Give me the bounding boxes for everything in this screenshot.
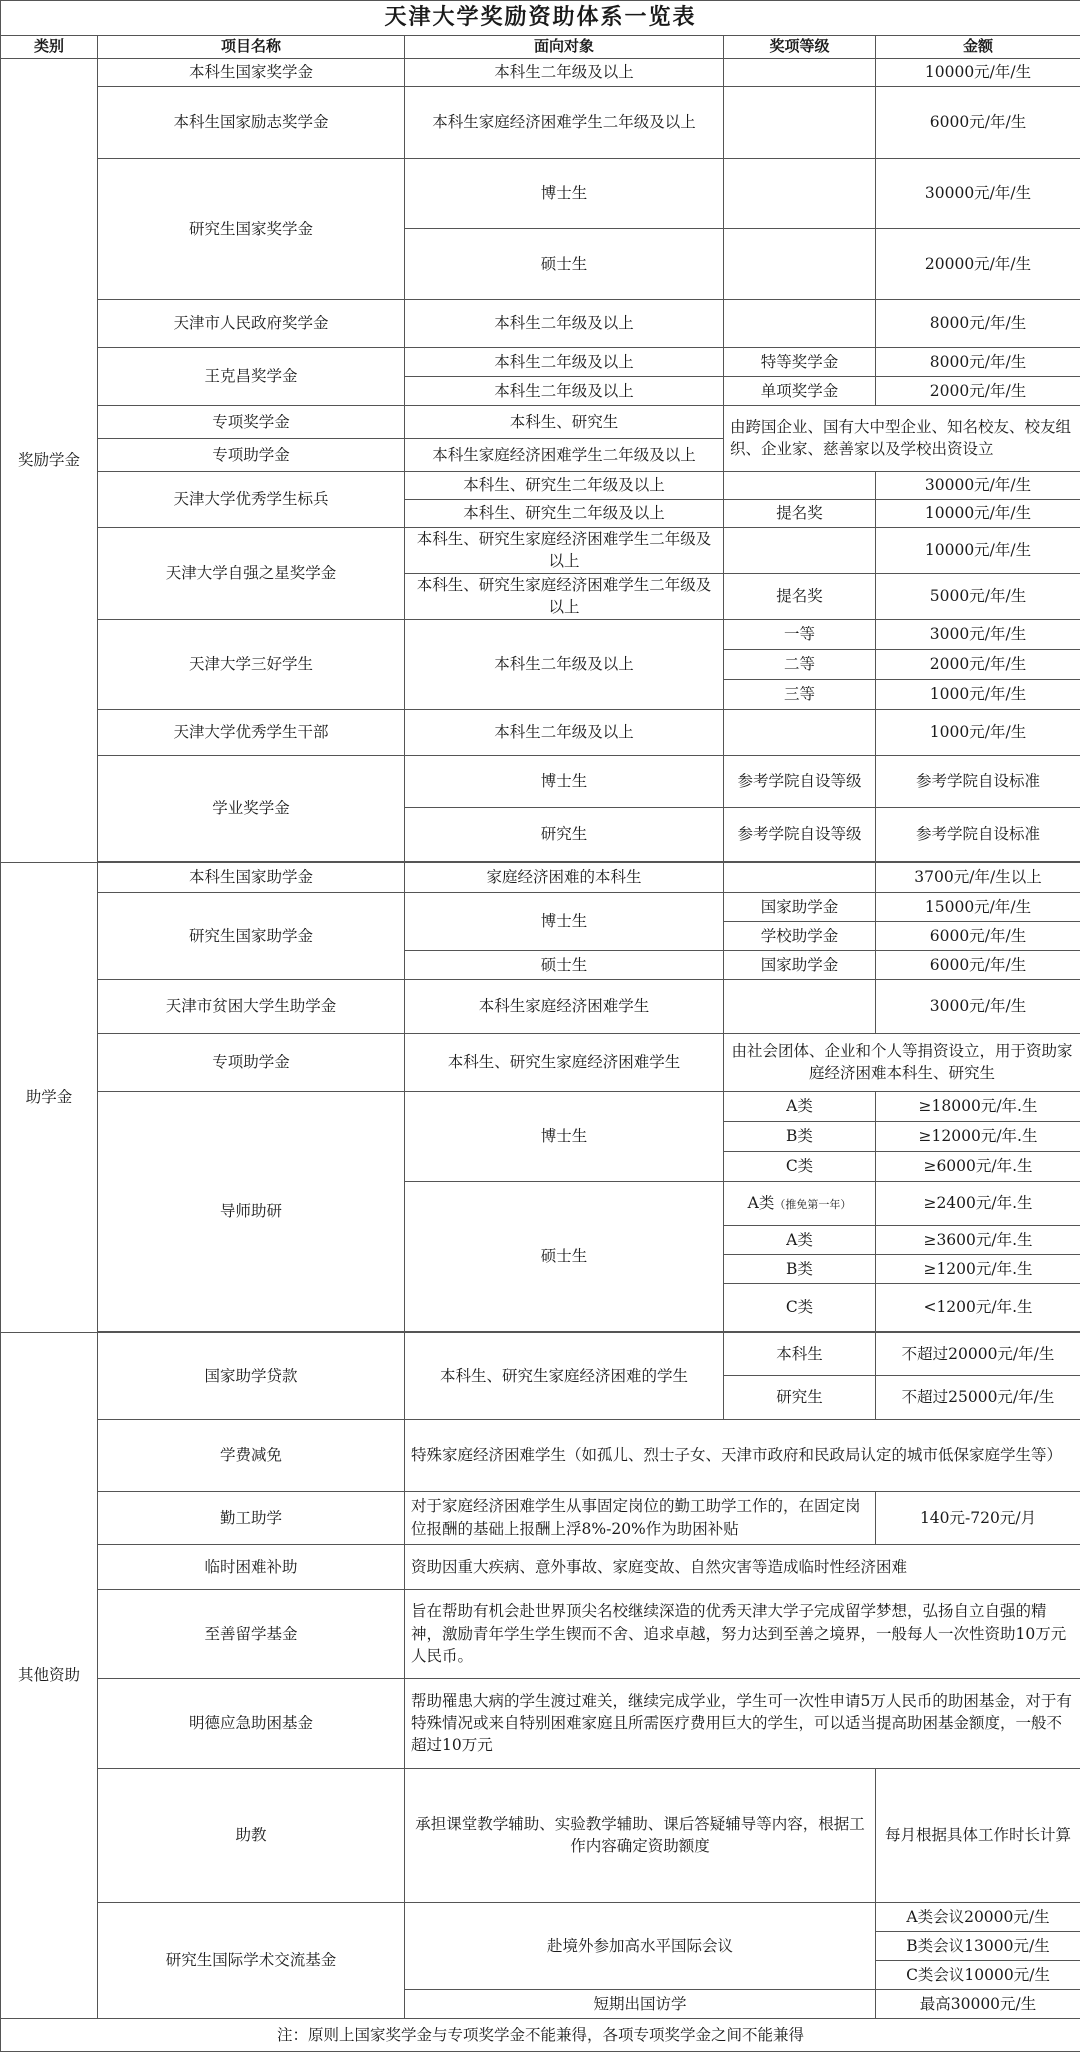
level-cell: 研究生 bbox=[724, 1375, 876, 1419]
amount-cell: 最高30000元/生 bbox=[876, 1989, 1080, 2018]
level-cell: C类 bbox=[724, 1151, 876, 1181]
level-cell: 提名奖 bbox=[724, 573, 876, 619]
target-cell: 本科生二年级及以上 bbox=[405, 376, 724, 405]
description-cell: 对于家庭经济困难学生从事固定岗位的勤工助学工作的，在固定岗位报酬的基础上报酬上浮8%-20%作为助困补贴 bbox=[405, 1491, 876, 1544]
amount-cell: 3000元/年/生 bbox=[876, 979, 1080, 1033]
target-cell: 本科生、研究生家庭经济困难学生二年级及以上 bbox=[405, 573, 724, 619]
amount-cell: 8000元/年/生 bbox=[876, 347, 1080, 376]
target-cell: 本科生、研究生 bbox=[405, 405, 724, 438]
target-cell: 本科生家庭经济困难学生 bbox=[405, 979, 724, 1033]
target-cell: 博士生 bbox=[405, 755, 724, 807]
special-aid-note: 由社会团体、企业和个人等捐资设立，用于资助家庭经济困难本科生、研究生 bbox=[724, 1033, 1080, 1091]
amount-cell: A类会议20000元/生 bbox=[876, 1902, 1080, 1931]
amount-cell: 6000元/年/生 bbox=[876, 950, 1080, 979]
project-name: 研究生国家奖学金 bbox=[98, 158, 405, 299]
project-name: 天津大学优秀学生干部 bbox=[98, 709, 405, 755]
amount-cell: 2000元/年/生 bbox=[876, 649, 1080, 679]
level-cell: 参考学院自设等级 bbox=[724, 755, 876, 807]
amount-cell: C类会议10000元/生 bbox=[876, 1960, 1080, 1989]
target-cell: 本科生、研究生家庭经济困难的学生 bbox=[405, 1332, 724, 1419]
amount-cell: 不超过20000元/年/生 bbox=[876, 1332, 1080, 1375]
amount-cell: 每月根据具体工作时长计算 bbox=[876, 1768, 1080, 1902]
amount-cell: 10000元/年/生 bbox=[876, 527, 1080, 573]
level-cell: C类 bbox=[724, 1283, 876, 1331]
target-cell: 本科生家庭经济困难学生二年级及以上 bbox=[405, 86, 724, 158]
amount-cell: 3000元/年/生 bbox=[876, 619, 1080, 649]
level-cell bbox=[724, 862, 876, 892]
level-cell bbox=[724, 709, 876, 755]
project-name: 勤工助学 bbox=[98, 1491, 405, 1544]
category-reward: 奖励学金 bbox=[1, 58, 98, 862]
level-label: A类 bbox=[747, 1194, 775, 1213]
target-cell: 家庭经济困难的本科生 bbox=[405, 862, 724, 892]
target-cell: 本科生、研究生家庭经济困难学生二年级及以上 bbox=[405, 527, 724, 573]
project-name: 研究生国际学术交流基金 bbox=[98, 1902, 405, 2018]
description-cell: 承担课堂教学辅助、实验教学辅助、课后答疑辅导等内容，根据工作内容确定资助额度 bbox=[405, 1768, 876, 1902]
description-cell: 资助因重大疾病、意外事故、家庭变故、自然灾害等造成临时性经济困难 bbox=[405, 1544, 1080, 1589]
amount-cell: ≥12000元/年.生 bbox=[876, 1121, 1080, 1151]
amount-cell: ≥2400元/年.生 bbox=[876, 1181, 1080, 1225]
project-name: 天津市贫困大学生助学金 bbox=[98, 979, 405, 1033]
level-cell: B类 bbox=[724, 1121, 876, 1151]
amount-cell: 2000元/年/生 bbox=[876, 376, 1080, 405]
target-cell: 硕士生 bbox=[405, 950, 724, 979]
target-cell: 本科生二年级及以上 bbox=[405, 347, 724, 376]
target-cell: 博士生 bbox=[405, 1091, 724, 1181]
footer-note: 注：原则上国家奖学金与专项奖学金不能兼得，各项专项奖学金之间不能兼得 bbox=[1, 2018, 1080, 2051]
header-project: 项目名称 bbox=[98, 36, 405, 59]
level-cell bbox=[724, 86, 876, 158]
project-name: 专项奖学金 bbox=[98, 405, 405, 438]
level-cell: A类 bbox=[724, 1225, 876, 1254]
project-name: 学费减免 bbox=[98, 1419, 405, 1491]
amount-cell: ≥18000元/年.生 bbox=[876, 1091, 1080, 1121]
amount-cell: 10000元/年/生 bbox=[876, 499, 1080, 527]
table-title: 天津大学奖励资助体系一览表 bbox=[1, 1, 1080, 36]
amount-cell: 1000元/年/生 bbox=[876, 709, 1080, 755]
project-name: 国家助学贷款 bbox=[98, 1332, 405, 1419]
description-cell: 帮助罹患大病的学生渡过难关，继续完成学业，学生可一次性申请5万人民币的助困基金，对于有特殊情况或来自特别困难家庭且所需医疗费用巨大的学生，可以适当提高助困基金额度，一般不超过10万元 bbox=[405, 1678, 1080, 1768]
special-note-cell: 由跨国企业、国有大中型企业、知名校友、校友组织、企业家、慈善家以及学校出资设立 bbox=[724, 405, 1080, 471]
level-cell bbox=[724, 471, 876, 499]
amount-cell: 15000元/年/生 bbox=[876, 892, 1080, 921]
project-name: 研究生国家助学金 bbox=[98, 892, 405, 979]
level-cell: 本科生 bbox=[724, 1332, 876, 1375]
category-aid: 助学金 bbox=[1, 862, 98, 1332]
amount-cell: ≥3600元/年.生 bbox=[876, 1225, 1080, 1254]
project-name: 导师助研 bbox=[98, 1091, 405, 1331]
level-cell: 二等 bbox=[724, 649, 876, 679]
level-cell: 三等 bbox=[724, 679, 876, 709]
amount-cell: ≥6000元/年.生 bbox=[876, 1151, 1080, 1181]
amount-cell: <1200元/年.生 bbox=[876, 1283, 1080, 1331]
level-cell: 提名奖 bbox=[724, 499, 876, 527]
level-cell bbox=[724, 1181, 876, 1225]
amount-cell: 20000元/年/生 bbox=[876, 228, 1080, 299]
project-name: 临时困难补助 bbox=[98, 1544, 405, 1589]
level-cell bbox=[724, 979, 876, 1033]
amount-cell: ≥1200元/年.生 bbox=[876, 1254, 1080, 1283]
level-cell bbox=[724, 299, 876, 347]
description-cell: 特殊家庭经济困难学生（如孤儿、烈士子女、天津市政府和民政局认定的城市低保家庭学生等） bbox=[405, 1419, 1080, 1491]
project-name: 至善留学基金 bbox=[98, 1589, 405, 1678]
target-cell: 本科生二年级及以上 bbox=[405, 58, 724, 86]
amount-cell: 30000元/年/生 bbox=[876, 471, 1080, 499]
project-name: 助教 bbox=[98, 1768, 405, 1902]
level-cell: 国家助学金 bbox=[724, 892, 876, 921]
project-name: 专项助学金 bbox=[98, 1033, 405, 1091]
level-note: （推免第一年） bbox=[774, 1198, 852, 1212]
target-cell: 本科生、研究生家庭经济困难学生 bbox=[405, 1033, 724, 1091]
project-name: 天津大学自强之星奖学金 bbox=[98, 527, 405, 619]
amount-cell: 3700元/年/生以上 bbox=[876, 862, 1080, 892]
target-cell: 本科生家庭经济困难学生二年级及以上 bbox=[405, 438, 724, 471]
target-cell: 本科生二年级及以上 bbox=[405, 709, 724, 755]
amount-cell: 30000元/年/生 bbox=[876, 158, 1080, 228]
project-name: 天津大学三好学生 bbox=[98, 619, 405, 709]
project-name: 专项助学金 bbox=[98, 438, 405, 471]
target-cell: 博士生 bbox=[405, 158, 724, 228]
project-name: 本科生国家助学金 bbox=[98, 862, 405, 892]
level-cell bbox=[724, 158, 876, 228]
target-cell: 研究生 bbox=[405, 807, 724, 861]
header-amount: 金额 bbox=[876, 36, 1080, 59]
amount-cell: B类会议13000元/生 bbox=[876, 1931, 1080, 1960]
level-cell: 参考学院自设等级 bbox=[724, 807, 876, 861]
category-other: 其他资助 bbox=[1, 1332, 98, 2018]
level-cell: 学校助学金 bbox=[724, 921, 876, 950]
amount-cell: 6000元/年/生 bbox=[876, 86, 1080, 158]
target-cell: 本科生二年级及以上 bbox=[405, 619, 724, 709]
header-category: 类别 bbox=[1, 36, 98, 59]
amount-cell: 5000元/年/生 bbox=[876, 573, 1080, 619]
amount-cell: 10000元/年/生 bbox=[876, 58, 1080, 86]
level-cell: 特等奖学金 bbox=[724, 347, 876, 376]
target-cell: 本科生二年级及以上 bbox=[405, 299, 724, 347]
level-cell bbox=[724, 58, 876, 86]
level-cell: B类 bbox=[724, 1254, 876, 1283]
header-target: 面向对象 bbox=[405, 36, 724, 59]
level-cell: A类 bbox=[724, 1091, 876, 1121]
amount-cell: 6000元/年/生 bbox=[876, 921, 1080, 950]
project-name: 天津大学优秀学生标兵 bbox=[98, 471, 405, 527]
level-cell bbox=[724, 228, 876, 299]
level-cell: 单项奖学金 bbox=[724, 376, 876, 405]
project-name: 本科生国家励志奖学金 bbox=[98, 86, 405, 158]
project-name: 学业奖学金 bbox=[98, 755, 405, 861]
header-level: 奖项等级 bbox=[724, 36, 876, 59]
level-cell bbox=[724, 527, 876, 573]
amount-cell: 8000元/年/生 bbox=[876, 299, 1080, 347]
project-name: 明德应急助困基金 bbox=[98, 1678, 405, 1768]
project-name: 天津市人民政府奖学金 bbox=[98, 299, 405, 347]
target-cell: 本科生、研究生二年级及以上 bbox=[405, 471, 724, 499]
amount-cell: 1000元/年/生 bbox=[876, 679, 1080, 709]
level-cell: 一等 bbox=[724, 619, 876, 649]
amount-cell: 参考学院自设标准 bbox=[876, 807, 1080, 861]
description-cell: 旨在帮助有机会赴世界顶尖名校继续深造的优秀天津大学子完成留学梦想，弘扬自立自强的精神，激励青年学生学生锲而不舍、追求卓越，努力达到至善之境界，一般每人一次性资助10万元人民币。 bbox=[405, 1589, 1080, 1678]
amount-cell: 参考学院自设标准 bbox=[876, 755, 1080, 807]
target-cell: 博士生 bbox=[405, 892, 724, 950]
level-cell: 国家助学金 bbox=[724, 950, 876, 979]
project-name: 本科生国家奖学金 bbox=[98, 58, 405, 86]
target-cell: 硕士生 bbox=[405, 228, 724, 299]
amount-cell: 140元-720元/月 bbox=[876, 1491, 1080, 1544]
target-cell: 本科生、研究生二年级及以上 bbox=[405, 499, 724, 527]
project-name: 王克昌奖学金 bbox=[98, 347, 405, 405]
amount-cell: 不超过25000元/年/生 bbox=[876, 1375, 1080, 1419]
target-cell: 硕士生 bbox=[405, 1181, 724, 1331]
target-cell: 短期出国访学 bbox=[405, 1989, 876, 2018]
target-cell: 赴境外参加高水平国际会议 bbox=[405, 1902, 876, 1989]
